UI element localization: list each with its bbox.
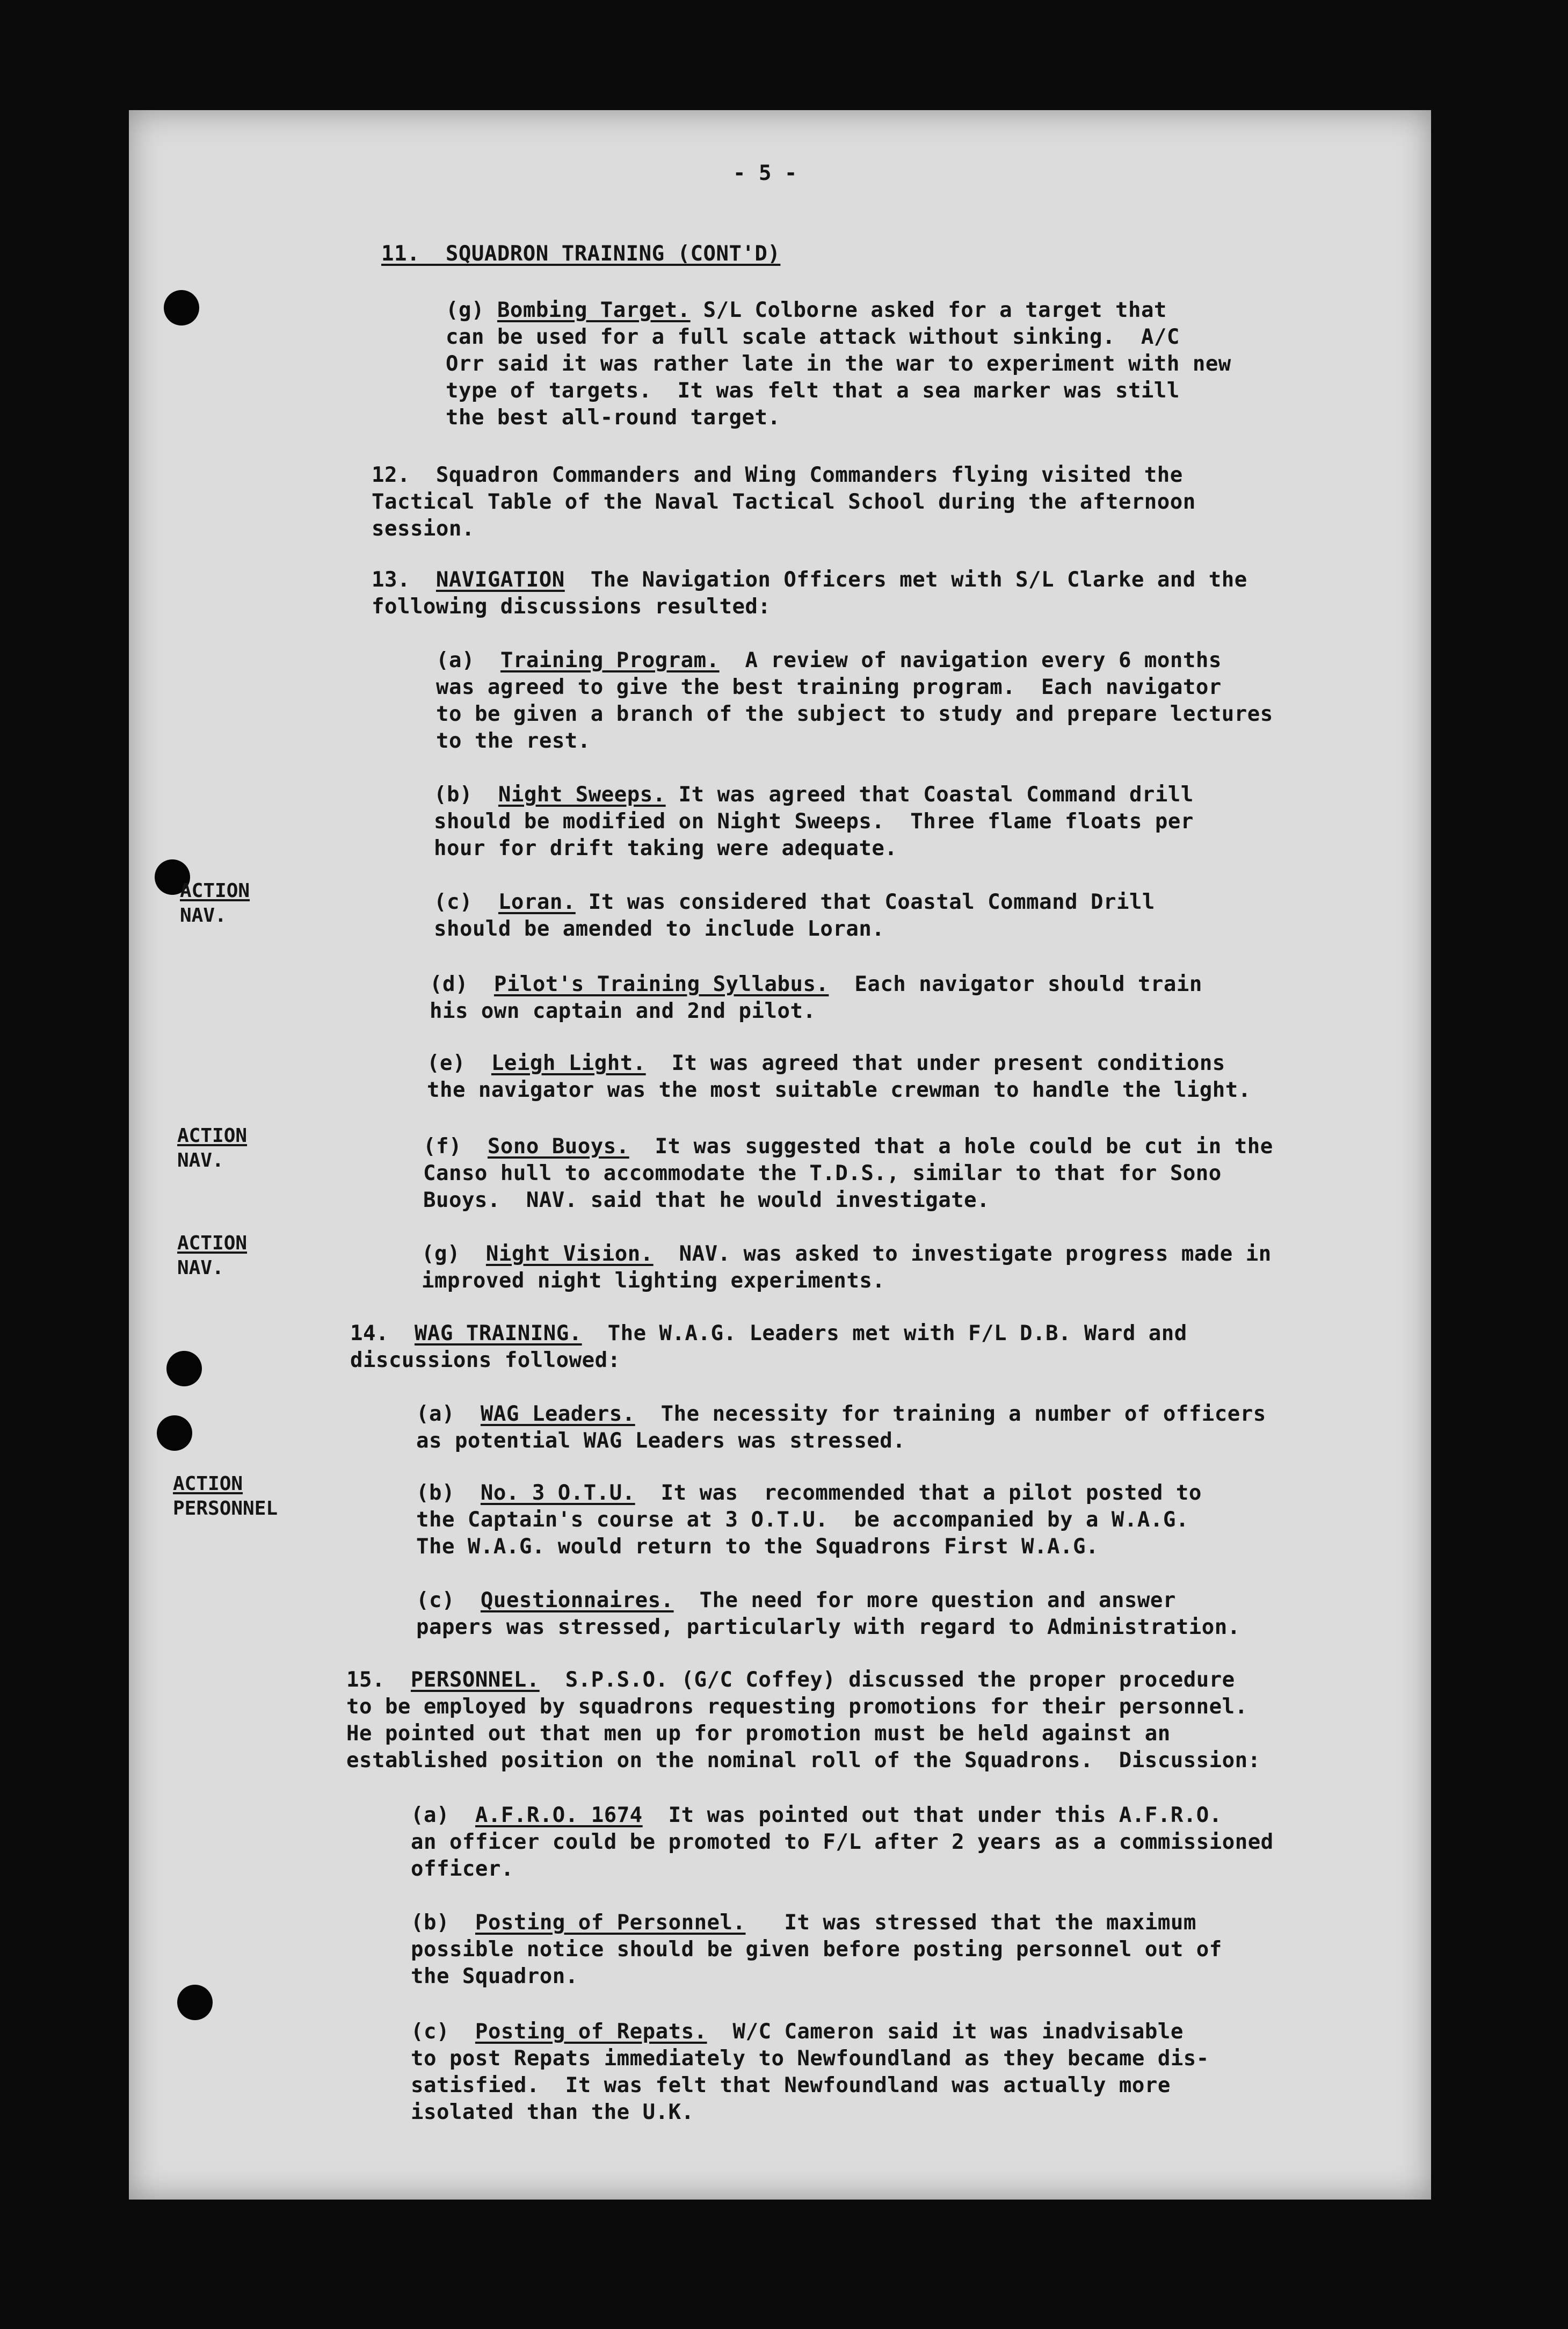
item-title: Training Program. xyxy=(500,648,720,672)
item-text: A review of navigation every 6 months xyxy=(719,648,1222,672)
item-title: Sono Buoys. xyxy=(487,1134,629,1159)
item-14-a xyxy=(416,1401,1266,1428)
action-department: NAV. xyxy=(177,1149,224,1171)
item-title: Posting of Personnel. xyxy=(475,1911,746,1935)
section-11-heading xyxy=(381,241,780,267)
item-13-f xyxy=(423,1133,1273,1160)
item-13-a xyxy=(436,647,1222,674)
margin-note-action xyxy=(173,1472,278,1521)
paragraph-12: session. xyxy=(372,517,475,541)
section-title: PERSONNEL. xyxy=(410,1668,540,1692)
item-text: to post Repats immediately to Newfoundland as they became dis- xyxy=(411,2046,1209,2071)
item-text: the Squadron. xyxy=(411,1964,578,1988)
item-marker: (d) xyxy=(430,972,468,996)
item-marker: (a) xyxy=(436,648,475,672)
action-department: PERSONNEL xyxy=(173,1498,278,1520)
item-text: to the rest. xyxy=(436,729,591,753)
item-title: Posting of Repats. xyxy=(475,2020,707,2044)
action-label: ACTION xyxy=(173,1473,243,1495)
item-text: Canso hull to accommodate the T.D.S., similar to that for Sono xyxy=(423,1161,1222,1185)
item-title: WAG Leaders. xyxy=(480,1402,635,1426)
punch-hole xyxy=(166,1351,202,1386)
paragraph-15: established position on the nominal roll of the Squadrons. Discussion: xyxy=(346,1748,1261,1773)
item-text: should be modified on Night Sweeps. Three flame floats per xyxy=(434,809,1194,834)
item-text: It was considered that Coastal Command Drill xyxy=(575,890,1155,914)
punch-hole xyxy=(177,1985,213,2020)
paragraph-15: to be employed by squadrons requesting promotions for their personnel. xyxy=(346,1695,1248,1719)
section-title: WAG TRAINING. xyxy=(414,1321,582,1346)
item-marker: (b) xyxy=(434,783,473,807)
item-text: It was agreed that Coastal Command drill xyxy=(665,783,1194,807)
item-text: NAV. was asked to investigate progress made in xyxy=(653,1242,1272,1266)
paragraph-12: 12. Squadron Commanders and Wing Commanders flying visited the xyxy=(372,463,1183,487)
item-marker: (b) xyxy=(416,1481,455,1505)
section-number: 14. xyxy=(350,1321,389,1346)
item-title: Night Sweeps. xyxy=(498,783,666,807)
page-number: - 5 - xyxy=(733,161,797,185)
action-label: ACTION xyxy=(177,1232,248,1254)
section-intro: discussions followed: xyxy=(350,1348,621,1372)
item-text: It was agreed that under present conditions xyxy=(645,1051,1225,1075)
item-marker: (f) xyxy=(423,1134,462,1159)
item-text: the navigator was the most suitable crewman to handle the light. xyxy=(427,1078,1251,1102)
item-text: was agreed to give the best training program. Each navigator xyxy=(436,675,1222,699)
item-title: A.F.R.O. 1674 xyxy=(475,1803,643,1827)
item-13-d xyxy=(430,971,1202,998)
item-text: the best all-round target. xyxy=(446,406,781,430)
punch-hole xyxy=(164,290,199,326)
item-text: It was stressed that the maximum xyxy=(745,1911,1196,1935)
item-text: an officer could be promoted to F/L after 2 years as a commissioned xyxy=(411,1830,1274,1854)
item-text: officer. xyxy=(411,1857,514,1881)
section-14-heading xyxy=(350,1320,1187,1347)
item-text: It was pointed out that under this A.F.R.O. xyxy=(642,1803,1222,1827)
item-marker: (c) xyxy=(416,1588,455,1612)
item-title: Leigh Light. xyxy=(491,1051,646,1075)
item-text: The need for more question and answer xyxy=(673,1588,1176,1612)
item-text: The W.A.G. would return to the Squadrons First W.A.G. xyxy=(416,1535,1099,1559)
action-department: NAV. xyxy=(177,1257,224,1279)
item-text: satisfied. It was felt that Newfoundland was actually more xyxy=(411,2073,1171,2097)
item-title: Pilot's Training Syllabus. xyxy=(493,972,829,996)
item-text: Orr said it was rather late in the war to experiment with new xyxy=(446,352,1231,376)
item-marker: (c) xyxy=(434,890,473,914)
item-text: isolated than the U.K. xyxy=(411,2100,694,2124)
action-label: ACTION xyxy=(177,1125,248,1147)
section-number: 15. xyxy=(346,1668,385,1692)
item-text: the Captain's course at 3 O.T.U. be accompanied by a W.A.G. xyxy=(416,1508,1189,1532)
item-marker: (a) xyxy=(416,1402,455,1426)
item-text: possible notice should be given before posting personnel out of xyxy=(411,1937,1222,1962)
section-intro: following discussions resulted: xyxy=(372,595,771,619)
item-text: papers was stressed, particularly with regard to Administration. xyxy=(416,1615,1240,1639)
item-15-b xyxy=(411,1910,1196,1936)
action-department: NAV. xyxy=(180,905,227,927)
section-title: NAVIGATION xyxy=(435,568,565,592)
item-15-a xyxy=(411,1802,1222,1829)
item-11-g xyxy=(446,297,1167,324)
section-intro: S.P.S.O. (G/C Coffey) discussed the proper procedure xyxy=(539,1668,1235,1692)
item-text: S/L Colborne asked for a target that xyxy=(690,298,1167,322)
section-13-heading xyxy=(372,567,1247,594)
item-text: to be given a branch of the subject to study and prepare lectures xyxy=(436,702,1273,726)
item-title: Loran. xyxy=(498,890,576,914)
margin-note-action xyxy=(177,1231,247,1281)
item-text: It was recommended that a pilot posted to xyxy=(635,1481,1202,1505)
margin-note-action xyxy=(177,1124,247,1173)
item-text: W/C Cameron said it was inadvisable xyxy=(707,2020,1184,2044)
item-title: Night Vision. xyxy=(485,1242,654,1266)
item-text: type of targets. It was felt that a sea marker was still xyxy=(446,379,1180,403)
item-title: Questionnaires. xyxy=(480,1588,674,1612)
item-marker: (a) xyxy=(411,1803,449,1827)
item-14-b xyxy=(416,1480,1202,1507)
item-14-c xyxy=(416,1587,1176,1614)
action-label: ACTION xyxy=(180,880,250,902)
item-text: The necessity for training a number of officers xyxy=(635,1402,1266,1426)
item-13-e xyxy=(427,1050,1225,1077)
item-text: It was suggested that a hole could be cut in the xyxy=(629,1134,1273,1159)
paragraph-15: He pointed out that men up for promotion must be held against an xyxy=(346,1722,1171,1746)
margin-note-action xyxy=(180,879,250,928)
item-text: should be amended to include Loran. xyxy=(434,917,885,941)
section-intro: The W.A.G. Leaders met with F/L D.B. Ward and xyxy=(582,1321,1187,1346)
section-11-title: 11. SQUADRON TRAINING (CONT'D) xyxy=(381,242,781,266)
section-intro: The Navigation Officers met with S/L Clarke and the xyxy=(564,568,1247,592)
section-15-heading xyxy=(346,1667,1235,1694)
item-text: Buoys. NAV. said that he would investigate. xyxy=(423,1188,990,1212)
item-title: No. 3 O.T.U. xyxy=(480,1481,635,1505)
item-text: improved night lighting experiments. xyxy=(422,1269,885,1293)
item-title: Bombing Target. xyxy=(497,298,691,322)
item-13-c xyxy=(434,889,1155,916)
item-marker: (c) xyxy=(411,2020,449,2044)
item-15-c xyxy=(411,2019,1184,2045)
item-13-g xyxy=(422,1241,1272,1268)
item-marker: (g) xyxy=(446,298,484,322)
item-13-b xyxy=(434,782,1194,808)
item-marker: (g) xyxy=(422,1242,460,1266)
punch-hole xyxy=(157,1415,192,1451)
item-text: Each navigator should train xyxy=(829,972,1202,996)
item-marker: (e) xyxy=(427,1051,466,1075)
item-text: his own captain and 2nd pilot. xyxy=(430,999,816,1023)
item-marker: (b) xyxy=(411,1911,449,1935)
item-text: can be used for a full scale attack without sinking. A/C xyxy=(446,325,1180,349)
paragraph-12: Tactical Table of the Naval Tactical School during the afternoon xyxy=(372,490,1196,514)
item-text: as potential WAG Leaders was stressed. xyxy=(416,1429,906,1453)
section-number: 13. xyxy=(372,568,410,592)
item-text: hour for drift taking were adequate. xyxy=(434,836,898,860)
